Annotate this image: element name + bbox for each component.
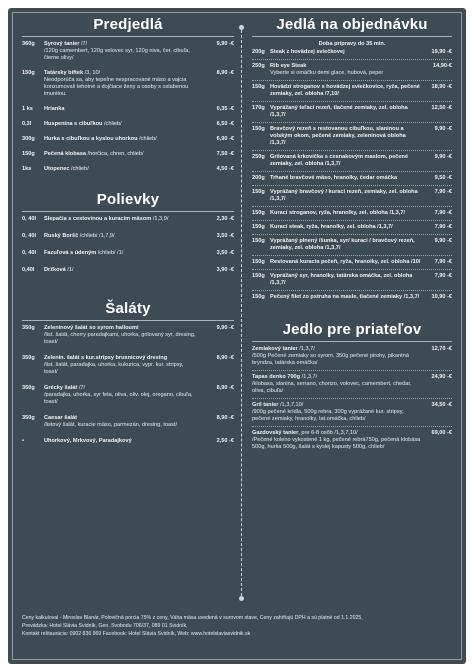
- item-name: [270, 63, 422, 70]
- item-name: [270, 84, 422, 98]
- section-rule: [252, 341, 452, 342]
- item-body: [44, 250, 234, 257]
- item-body: [252, 346, 452, 367]
- item-name-text: Zemiakový tanier: [252, 346, 298, 352]
- item-quantity: 170g: [252, 105, 265, 111]
- item-name-text: Kurací stroganov, ryža, hranolky, zel. obloha /1,3,7/: [270, 210, 406, 216]
- item-name: [44, 41, 198, 48]
- item-body: [44, 385, 234, 406]
- item-quantity: 200g: [252, 175, 265, 181]
- menu-item: [22, 41, 234, 62]
- item-name-text: Pečený filet zo pstruha na masle, tlačené zemiaky /1,3,7/: [270, 294, 420, 300]
- item-allergens: /1,3,7,10/: [278, 402, 304, 408]
- item-price: 8,90 -€: [216, 355, 234, 361]
- item-price: 9,90 -€: [434, 154, 452, 160]
- item-name: [44, 355, 198, 362]
- menu-item: [22, 415, 234, 429]
- item-name: [252, 402, 422, 409]
- item-name-text: Zelenin. šalát s kur.stripsy brusnicový dresing: [44, 355, 168, 361]
- item-name: [270, 238, 422, 252]
- menu-item: [252, 430, 452, 451]
- item-body: [44, 106, 234, 113]
- item-name: [270, 105, 422, 119]
- item-name: [44, 415, 198, 422]
- item-separator: [252, 290, 452, 291]
- item-price: 2,50 -€: [216, 438, 234, 444]
- item-name: [44, 70, 198, 77]
- menu-item: [252, 49, 452, 56]
- item-price: 34,50 -€: [431, 402, 452, 408]
- item-name: [270, 210, 422, 217]
- item-price: 8,90 -€: [216, 415, 234, 421]
- item-separator: [252, 171, 452, 172]
- item-body: [270, 154, 452, 168]
- item-separator: [252, 234, 452, 235]
- item-quantity: 150g: [252, 224, 265, 230]
- menu-item: [22, 121, 234, 128]
- item-price: 9,90 -€: [434, 238, 452, 244]
- menu-item: [252, 154, 452, 168]
- item-body: [270, 84, 452, 98]
- item-price: 69,00 -€: [431, 430, 452, 436]
- item-separator: [252, 269, 452, 270]
- menu-item: [252, 105, 452, 119]
- item-name: [270, 154, 422, 168]
- item-body: [44, 355, 234, 376]
- menu-item: [252, 273, 452, 287]
- section-rule: [22, 36, 234, 37]
- item-body: [252, 374, 452, 395]
- item-quantity: 1ks: [22, 166, 32, 172]
- item-name-text: Vyprážaný syr, hranolky, tatárska omáčka, zel. obloha /1,3,7/: [270, 273, 413, 286]
- item-separator: [252, 80, 452, 81]
- item-price: 9,90 -€: [216, 325, 234, 331]
- item-description: /list. šalát, paradajka, uhorka, kukurica, vypr. kur. stripsy, toast/: [44, 362, 184, 375]
- item-name: [44, 106, 198, 113]
- item-price: 7,90 -€: [434, 259, 452, 265]
- item-separator: [252, 220, 452, 221]
- item-body: [44, 70, 234, 98]
- item-name-text: Rib eye Steak: [270, 63, 307, 69]
- right-column: [252, 16, 452, 452]
- item-body: [270, 210, 452, 217]
- item-description: /500g Pečené zemiaky so syrom, 350g pečené pirohy, pikantná bryndza, tatárska omáčka/: [252, 353, 409, 366]
- polievky-list: [22, 216, 234, 274]
- item-separator: [252, 122, 452, 123]
- item-body: [44, 267, 234, 274]
- item-body: [44, 41, 234, 62]
- item-quantity: 250g: [252, 154, 265, 160]
- item-description: /120g camembert, 120g volovec syr, 120g niva, čer. cibuľa, čierne olivy/: [44, 48, 190, 61]
- item-description: /listový šalát, kuracie mäso, parmezán, dresing, toast/: [44, 422, 178, 428]
- item-name: [252, 430, 422, 437]
- item-allergens: /chlieb/ /1,7,9/: [78, 233, 115, 239]
- item-name: [44, 385, 198, 392]
- item-quantity: 150g: [252, 294, 265, 300]
- item-name-text: Hurka s cibuľkou a kyslou uhorkou: [44, 136, 138, 142]
- item-price: 0,35 -€: [216, 106, 234, 112]
- menu-item: [22, 250, 234, 257]
- item-allergens: /1,3,7/: [300, 374, 318, 380]
- item-price: 6,90 -€: [216, 136, 234, 142]
- menu-item: [252, 126, 452, 147]
- item-price: 7,50 -€: [216, 151, 234, 157]
- menu-item: [22, 70, 234, 98]
- item-body: [44, 325, 234, 346]
- item-quantity: 200g: [252, 49, 265, 55]
- menu-item: [252, 402, 452, 423]
- item-name: [44, 136, 198, 143]
- item-name-text: Bravčový rezeň s restovanou cibuľkou, slaninou a volským okom, pečené zemiaky, zeleninová obloha /1,3,7/: [270, 126, 406, 146]
- item-separator: [252, 426, 452, 427]
- menu-item: [22, 325, 234, 346]
- menu-item: [22, 136, 234, 143]
- item-name-text: Caesar šalát: [44, 415, 77, 421]
- predjedla-list: [22, 41, 234, 173]
- section-title-objednavka: Jedlá na objednávku: [276, 16, 428, 33]
- item-price: 3,50 -€: [216, 250, 234, 256]
- item-name: [270, 224, 422, 231]
- item-description: Neodporúča sa, aby tepelne nespracované mäso a vajcia konzumovali tehotné a dojčiace ženy a osoby s oslabenou imunitou.: [44, 77, 189, 97]
- item-body: [252, 430, 452, 451]
- item-price: 24,90 -€: [431, 374, 452, 380]
- item-name: [44, 166, 198, 173]
- item-description: /klobasa, slanina, serrano, chorizo, volovec, camembert, chedar, oliva, cibuľa/: [252, 381, 412, 394]
- item-name-text: Hovädzí stroganov s hovädzej sviečkovice, ryža, pečené zemiaky, zel. obloha /7,10/: [270, 84, 420, 97]
- item-name-text: Tatársky biftek: [44, 70, 84, 76]
- item-description: /paradajka, uhorka, syr feta, oliva, oliv. olej, oregano, cibuľa, toast/: [44, 392, 193, 405]
- section-title-priatelov: Jedlo pre priateľov: [282, 321, 422, 338]
- footer-address: Prevádzka: Hotel Slávia Svidník, Gen. Svobodu 706/37, 089 01 Svidník,: [22, 623, 188, 629]
- item-price: 9,90 -€: [216, 41, 234, 47]
- item-name-text: Hrianka: [44, 106, 65, 112]
- item-price: 7,90 -€: [434, 273, 452, 279]
- item-name: [270, 49, 422, 56]
- item-allergens: /chlieb/ /1/: [96, 250, 124, 256]
- menu-item: [22, 166, 234, 173]
- item-quantity: •: [22, 438, 24, 444]
- item-price: 14,90-€: [433, 63, 452, 69]
- menu-item: [252, 346, 452, 367]
- item-quantity: 300g: [22, 136, 35, 142]
- menu-item: [252, 374, 452, 395]
- menu-item: [22, 106, 234, 113]
- item-name: [270, 259, 422, 266]
- item-quantity: 150g: [252, 210, 265, 216]
- item-body: [270, 49, 452, 56]
- menu-item: [252, 294, 452, 301]
- item-price: 19,90 -€: [431, 49, 452, 55]
- menu-item: [252, 259, 452, 266]
- item-allergens: /7/: [77, 385, 86, 391]
- item-quantity: 350g: [22, 415, 35, 421]
- section-rule: [252, 36, 452, 37]
- item-name-text: Restovaná kuracia pečeň, ryža, hranolky, zel. obloha /10/: [270, 259, 421, 265]
- item-price: 7,90 -€: [434, 210, 452, 216]
- item-price: 4,50 -€: [216, 166, 234, 172]
- item-quantity: 0,3l: [22, 121, 32, 127]
- item-name: [270, 294, 422, 301]
- item-price: 12,70 -€: [431, 346, 452, 352]
- item-name: [44, 151, 198, 158]
- item-name-text: Vyprážaný plnený /šunka, syr/ kurací / bravčový rezeň, zemiaky, zel. obloha /1,3,7/: [270, 238, 415, 251]
- item-name-text: Syrový tanier: [44, 41, 80, 47]
- item-body: [270, 294, 452, 301]
- item-quantity: 150g: [22, 70, 35, 76]
- item-name-text: Trhané bravčové mäso, hranolky, čedar omáčka: [270, 175, 398, 181]
- item-allergens: , pre 6-8 osôb /1,3,7,10/: [298, 430, 358, 436]
- item-description: /list. šalát, cherry paradajkami, uhorka, grilovaný syr, dresing, toast/: [44, 332, 196, 345]
- preparation-time-note: Doba prípravy do 35 min.: [318, 41, 386, 47]
- item-name-text: Gril tanier: [252, 402, 279, 408]
- item-name: [44, 121, 198, 128]
- item-allergens: /chlieb/: [137, 136, 157, 142]
- item-quantity: 150g: [252, 84, 265, 90]
- item-name: [270, 175, 422, 182]
- item-allergens: /chlieb/: [69, 166, 89, 172]
- item-price: 12,50 -€: [431, 105, 452, 111]
- item-body: [270, 105, 452, 119]
- item-name-text: Držková: [44, 267, 66, 273]
- item-body: [44, 216, 234, 223]
- item-allergens: /chlieb/: [102, 121, 122, 127]
- section-title-salaty: Šaláty: [105, 300, 151, 317]
- left-column: [22, 16, 234, 454]
- footer-contact: Kontakt reštaurácia: 0902 836 969 Facebook: Hotel Slávia Svidník, Web: www.hotelslaviasvidnik.sk: [22, 631, 251, 637]
- column-divider: [241, 30, 242, 596]
- item-quantity: 150g: [22, 151, 35, 157]
- item-name: [44, 216, 198, 223]
- item-allergens: /1/: [65, 267, 74, 273]
- item-allergens: /7/: [79, 41, 88, 47]
- item-name-text: Tapas denko 700g: [252, 374, 301, 380]
- menu-item: [22, 151, 234, 158]
- menu-item: [22, 267, 234, 274]
- item-body: [44, 136, 234, 143]
- item-price: 10,90 -€: [431, 294, 452, 300]
- item-body: [270, 126, 452, 147]
- menu-item: [252, 189, 452, 203]
- item-body: [270, 189, 452, 203]
- item-body: [44, 233, 234, 240]
- item-name: [270, 189, 422, 203]
- item-name-text: Steak z hovädzej sviečkovej: [270, 49, 345, 55]
- item-separator: [252, 101, 452, 102]
- item-quantity: 350g: [22, 385, 35, 391]
- item-name-text: Vyprážaný teľací rezeň, tlačené zemiaky, zel. obloha /1,3,7/: [270, 105, 408, 118]
- menu-item: [252, 175, 452, 182]
- item-quantity: 250g: [252, 63, 265, 69]
- item-name-text: Vyprážaný bravčový / kurací rezeň, zemiaky, zel. obloha /1,3,7/: [270, 189, 418, 202]
- item-body: [270, 224, 452, 231]
- item-quantity: 150g: [252, 259, 265, 265]
- item-quantity: 150g: [252, 273, 265, 279]
- item-separator: [252, 398, 452, 399]
- item-quantity: 150g: [252, 126, 265, 132]
- item-name: [270, 126, 422, 147]
- item-body: [44, 121, 234, 128]
- item-name-text: Kurací steak, ryža, hranolky, zel. obloha /1,3,7/: [270, 224, 393, 230]
- item-quantity: 0, 40l: [22, 216, 36, 222]
- section-title-predjedla: Predjedlá: [93, 16, 163, 33]
- menu-item: [22, 438, 234, 445]
- item-quantity: 1 ks: [22, 106, 33, 112]
- item-name: [44, 438, 198, 445]
- item-allergens: /1,3,9/: [151, 216, 169, 222]
- item-quantity: 0,40l: [22, 267, 35, 273]
- item-name-text: Zeleninový šalát so syrom halloumi: [44, 325, 139, 331]
- item-separator: [252, 206, 452, 207]
- item-quantity: 350g: [22, 355, 35, 361]
- footer: [22, 614, 452, 638]
- item-price: 7,90 -€: [434, 224, 452, 230]
- section-rule: [22, 211, 234, 212]
- item-price: 18,90 -€: [431, 84, 452, 90]
- item-quantity: 150g: [252, 238, 265, 244]
- item-quantity: 150g: [252, 189, 265, 195]
- menu-item: [22, 355, 234, 376]
- item-allergens: /horčica, chren, chlieb/: [85, 151, 144, 157]
- item-price: 8,90 -€: [216, 385, 234, 391]
- item-quantity: 350g: [22, 325, 35, 331]
- item-name-text: Uhorkový, Mrkvový, Paradajkový: [44, 438, 132, 444]
- item-name: [44, 267, 198, 274]
- item-description: /Pečené koleno vykostené 1 kg, pečené rebrá750g, pečená klobása 500g, hurka 500g, šalát s kyslej kapusty 500g, chlieb/: [252, 437, 421, 450]
- item-body: [270, 175, 452, 182]
- item-name-text: Slepačia s cestovinou a kuracím mäsom: [44, 216, 152, 222]
- item-body: [270, 238, 452, 252]
- item-name: [44, 325, 198, 332]
- item-price: 6,50 -€: [216, 121, 234, 127]
- item-name-text: Gazdovský tanier: [252, 430, 299, 436]
- item-price: 9,90 -€: [434, 126, 452, 132]
- item-name-text: Pečená klobasa: [44, 151, 86, 157]
- item-quantity: 360g: [22, 41, 35, 47]
- item-name-text: Utopenec: [44, 166, 70, 172]
- item-body: [270, 259, 452, 266]
- item-name-text: Grilovaná krkovička s cesnakovým maslom, pečené zemiaky, zel. obloha /1,3,7/: [270, 154, 409, 167]
- item-body: [252, 402, 452, 423]
- salaty-list: [22, 325, 234, 445]
- item-description: /900g pečené krídla, 500g rebra, 300g vyprážané kur. stripsy, pečené zemiaky, hranolky, tat.omáčka, chlieb/: [252, 409, 404, 422]
- menu-item: [252, 63, 452, 77]
- item-price: 8,90 -€: [216, 70, 234, 76]
- item-body: [44, 415, 234, 429]
- item-separator: [252, 370, 452, 371]
- item-separator: [252, 255, 452, 256]
- item-price: 7,90 -€: [434, 189, 452, 195]
- menu-item: [252, 224, 452, 231]
- item-name: [252, 374, 422, 381]
- menu-page: [8, 8, 466, 664]
- item-description: Vyberte si omáčku demi glace, hubová, peper: [270, 70, 384, 76]
- item-price: 3,50 -€: [216, 233, 234, 239]
- item-quantity: 0, 40l: [22, 250, 36, 256]
- item-quantity: 0, 40l: [22, 233, 36, 239]
- menu-item: [22, 233, 234, 240]
- item-allergens: /1,3,7/: [297, 346, 315, 352]
- item-allergens: /3, 10/: [83, 70, 101, 76]
- item-name-text: Ruský Boršč: [44, 233, 79, 239]
- item-name: [44, 250, 198, 257]
- item-body: [270, 273, 452, 287]
- menu-item: [252, 84, 452, 98]
- item-separator: [252, 150, 452, 151]
- menu-item: [252, 238, 452, 252]
- item-body: [44, 166, 234, 173]
- item-body: [44, 438, 234, 445]
- item-price: 2,30 -€: [216, 216, 234, 222]
- menu-item: [22, 216, 234, 223]
- objednavka-list: [252, 49, 452, 301]
- footer-pricing-note: Ceny kalkuloval - Miroslav Blanár, Polovičná porcia 75% z ceny, Váha mäsa uvedená v surovom stave, Ceny zahŕňajú DPH a sú platné od 1.1.2025,: [22, 615, 363, 621]
- item-name-text: Fazuľová s údeným: [44, 250, 97, 256]
- item-separator: [252, 185, 452, 186]
- item-name-text: Huspenina s cibuľkou: [44, 121, 103, 127]
- item-name: [44, 233, 198, 240]
- item-price: 3,90 -€: [216, 267, 234, 273]
- item-body: [44, 151, 234, 158]
- item-name-text: Grécky šalát: [44, 385, 78, 391]
- item-price: 9,50 -€: [434, 175, 452, 181]
- item-name: [270, 273, 422, 287]
- item-separator: [252, 59, 452, 60]
- section-rule: [22, 320, 234, 321]
- menu-item: [252, 210, 452, 217]
- menu-item: [22, 385, 234, 406]
- section-title-polievky: Polievky: [96, 191, 160, 208]
- item-body: [270, 63, 452, 77]
- item-name: [252, 346, 422, 353]
- priatelov-list: [252, 346, 452, 451]
